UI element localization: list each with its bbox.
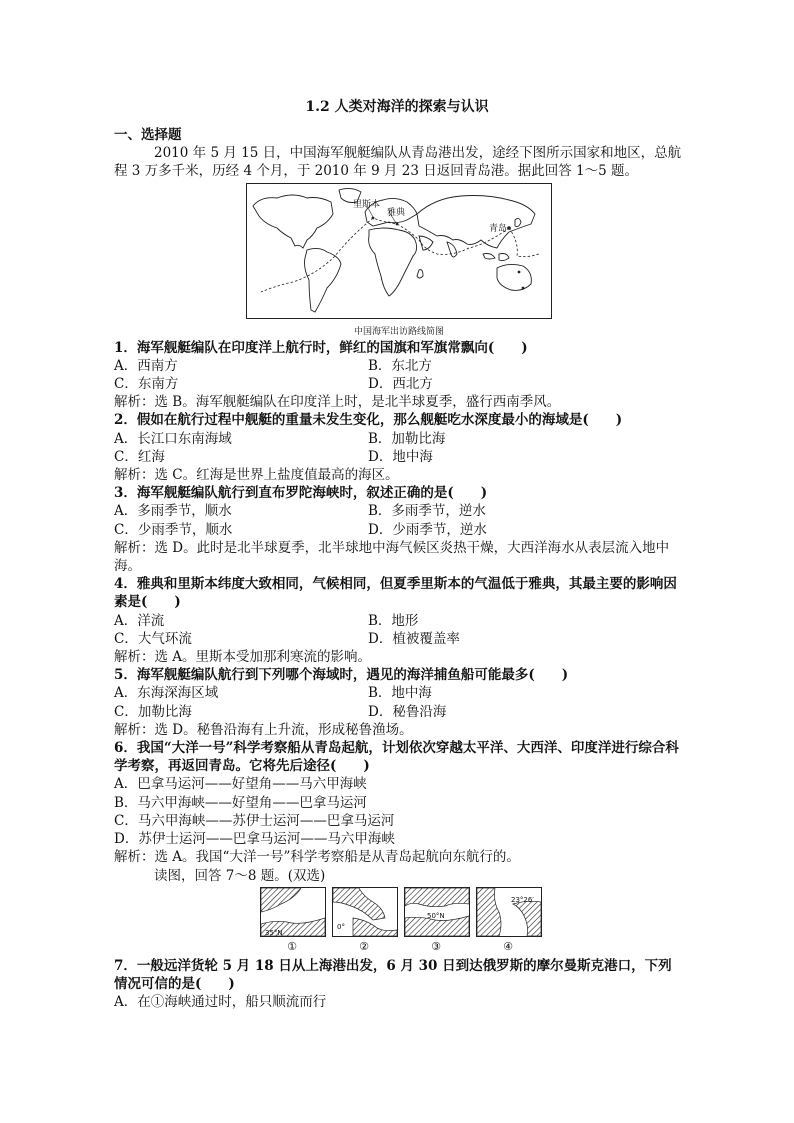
label-athens: 雅典 (387, 207, 406, 218)
option-a[interactable]: A．长江口东南海域 (114, 430, 232, 447)
strait-number-3: ③ (431, 939, 441, 953)
section-heading: 一、选择题 (114, 127, 182, 143)
route-map (246, 183, 552, 319)
option-d[interactable]: D．秘鲁沿海 (368, 703, 447, 720)
option-a[interactable]: A．在①海峡通过时，船只顺流而行 (114, 994, 327, 1011)
answer-explanation: 解析：选 A。我国“大洋一号”科学考察船是从青岛起航向东航行的。 (114, 849, 520, 866)
option-b[interactable]: B．东北方 (368, 357, 432, 374)
option-row (114, 448, 684, 466)
strait-number-2: ② (359, 939, 369, 953)
answer-explanation: 解析：选 B。海军舰艇编队在印度洋上时，是北半球夏季，盛行西南季风。 (114, 394, 561, 411)
option-row (114, 375, 684, 393)
question-stem: 1．海军舰艇编队在印度洋上航行时，鲜红的国旗和军旗常飘向( ) (114, 339, 528, 356)
read-instruction: 读图，回答 7～8 题。(双选) (154, 867, 326, 884)
option-b[interactable]: B．地形 (368, 612, 419, 629)
strait-1-label: 35°N (265, 928, 283, 937)
question-stem: 5．海军舰艇编队航行到下列哪个海域时，遇见的海洋捕鱼船可能最多( ) (114, 667, 569, 684)
option-row (114, 612, 684, 630)
strait-3-label: 50°N (427, 911, 445, 920)
label-qingdao: 青岛 (489, 223, 508, 234)
option-row (114, 521, 684, 539)
option-row (114, 502, 684, 520)
label-lisbon: 里斯本 (353, 199, 381, 210)
option-c[interactable]: C．马六甲海峡——苏伊士运河——巴拿马运河 (114, 812, 395, 829)
question-5 (114, 666, 684, 739)
option-c[interactable]: C．少雨季节，顺水 (114, 521, 233, 538)
strait-number-1: ① (287, 939, 297, 953)
strait-number-4: ④ (503, 939, 513, 953)
question-stem: 3．海军舰艇编队航行到直布罗陀海峡时，叙述正确的是( ) (114, 485, 488, 502)
question-stem: 2．假如在航行过程中舰艇的重量未发生变化，那么舰艇吃水深度最小的海域是( ) (114, 412, 623, 429)
question-stem: 4．雅典和里斯本纬度大致相同，气候相同，但夏季里斯本的气温低于雅典，其最主要的影响因素是( ) (114, 576, 677, 611)
question-stem: 7．一般远洋货轮 5 月 18 日从上海港出发，6 月 30 日到达俄罗斯的摩尔曼斯克港口，下列情况可信的是( ) (114, 957, 672, 992)
question-7 (114, 957, 684, 1012)
option-c[interactable]: C．东南方 (114, 376, 179, 393)
option-b[interactable]: B．马六甲海峡——好望角——巴拿马运河 (114, 794, 367, 811)
strait-figure-4 (476, 887, 542, 937)
option-a[interactable]: A．多雨季节，顺水 (114, 503, 232, 520)
option-d[interactable]: D．地中海 (368, 448, 433, 465)
map-caption: 中国海军出访路线简图 (353, 326, 444, 337)
option-row (114, 684, 684, 702)
option-d[interactable]: D．植被覆盖率 (368, 630, 460, 647)
option-c[interactable]: C．大气环流 (114, 630, 192, 647)
strait-figures (114, 887, 684, 957)
answer-explanation: 解析：选 C。红海是世界上盐度值最高的海区。 (114, 467, 399, 484)
question-3 (114, 484, 684, 575)
option-c[interactable]: C．红海 (114, 448, 165, 465)
strait-figure-1 (260, 887, 326, 937)
option-row (114, 630, 684, 648)
option-a[interactable]: A．东海深海区域 (114, 685, 219, 702)
strait-2-label: 0° (337, 922, 345, 931)
intro-paragraph: 2010 年 5 月 15 日，中国海军舰艇编队从青岛港出发，途经下图所示国家和地区，总航程 3 万多千米，历经 4 个月，于 2010 年 9 月 23 日返回青岛港。据此回答 1～5 题。 (114, 145, 682, 180)
option-c[interactable]: C．加勒比海 (114, 703, 192, 720)
option-a[interactable]: A．巴拿马运河——好望角——马六甲海峡 (114, 776, 367, 793)
question-6 (114, 739, 684, 866)
strait-figure-3 (404, 887, 470, 937)
answer-explanation: 解析：选 A。里斯本受加那利寒流的影响。 (114, 649, 372, 666)
option-row (114, 430, 684, 448)
option-row (114, 703, 684, 721)
question-stem: 6．我国“大洋一号”科学考察船从青岛起航，计划依次穿越太平洋、大西洋、印度洋进行综合科学考察，再返回青岛。它将先后途径( ) (114, 740, 679, 775)
option-a[interactable]: A．洋流 (114, 612, 165, 629)
option-a[interactable]: A．西南方 (114, 357, 178, 374)
option-row (114, 357, 684, 375)
page-title: 1.2 人类对海洋的探索与认识 (305, 99, 489, 115)
question-1 (114, 339, 684, 412)
answer-explanation: 解析：选 D。此时是北半球夏季，北半球地中海气候区炎热干燥，大西洋海水从表层流入地中海。 (114, 539, 670, 575)
strait-4-label: 23°26′ (511, 895, 534, 904)
question-4 (114, 575, 684, 666)
strait-figure-2 (332, 887, 398, 937)
document-body (114, 126, 684, 1011)
route-map-figure (114, 183, 684, 339)
option-d[interactable]: D．苏伊士运河——巴拿马运河——马六甲海峡 (114, 831, 395, 848)
option-b[interactable]: B．多雨季节，逆水 (368, 503, 486, 520)
option-d[interactable]: D．少雨季节，逆水 (368, 521, 487, 538)
answer-explanation: 解析：选 D。秘鲁沿海有上升流，形成秘鲁渔场。 (114, 721, 413, 738)
option-d[interactable]: D．西北方 (368, 376, 433, 393)
option-b[interactable]: B．地中海 (368, 685, 432, 702)
option-b[interactable]: B．加勒比海 (368, 430, 446, 447)
question-2 (114, 411, 684, 484)
